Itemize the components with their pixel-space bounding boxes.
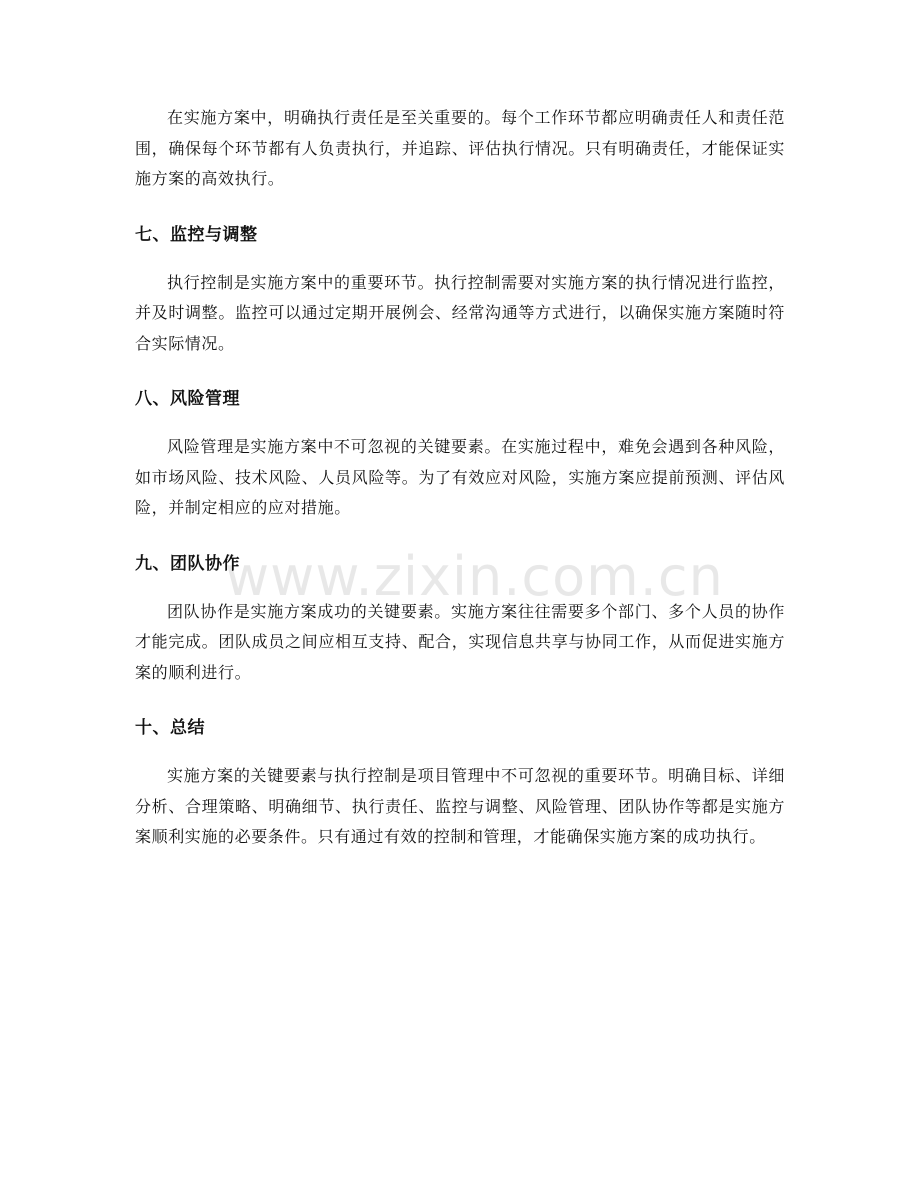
section-paragraph-summary: 实施方案的关键要素与执行控制是项目管理中不可忽视的重要环节。明确目标、详细分析、合理策略、明确细节、执行责任、监控与调整、风险管理、团队协作等都是实施方案顺利实施的必要条件。只有通过有效的控制和管理，才能确保实施方案的成功执行。 [135,766,785,846]
section-heading-monitoring: 七、监控与调整 [135,224,258,245]
document-body [135,103,785,853]
section-heading-summary: 十、总结 [135,718,205,738]
section-heading-risk: 八、风险管理 [135,389,240,409]
section-paragraph-teamwork: 团队协作是实施方案成功的关键要素。实施方案往往需要多个部门、多个人员的协作才能完成。团队成员之间应相互支持、配合，实现信息共享与协同工作，从而促进实施方案的顺利进行。 [135,601,785,682]
section-paragraph-monitoring: 执行控制是实施方案中的重要环节。执行控制需要对实施方案的执行情况进行监控，并及时调整。监控可以通过定期开展例会、经常沟通等方式进行，以确保实施方案随时符合实际情况。 [135,272,785,353]
section-paragraph-risk: 风险管理是实施方案中不可忽视的关键要素。在实施过程中，难免会遇到各种风险，如市场风险、技术风险、人员风险等。为了有效应对风险，实施方案应提前预测、评估风险，并制定相应的应对措施。 [135,437,785,517]
section-heading-teamwork: 九、团队协作 [135,553,240,574]
watermark: www.zixin.com.cn [225,545,724,608]
intro-paragraph: 在实施方案中，明确执行责任是至关重要的。每个工作环节都应明确责任人和责任范围，确保每个环节都有人负责执行，并追踪、评估执行情况。只有明确责任，才能保证实施方案的高效执行。 [135,108,785,188]
